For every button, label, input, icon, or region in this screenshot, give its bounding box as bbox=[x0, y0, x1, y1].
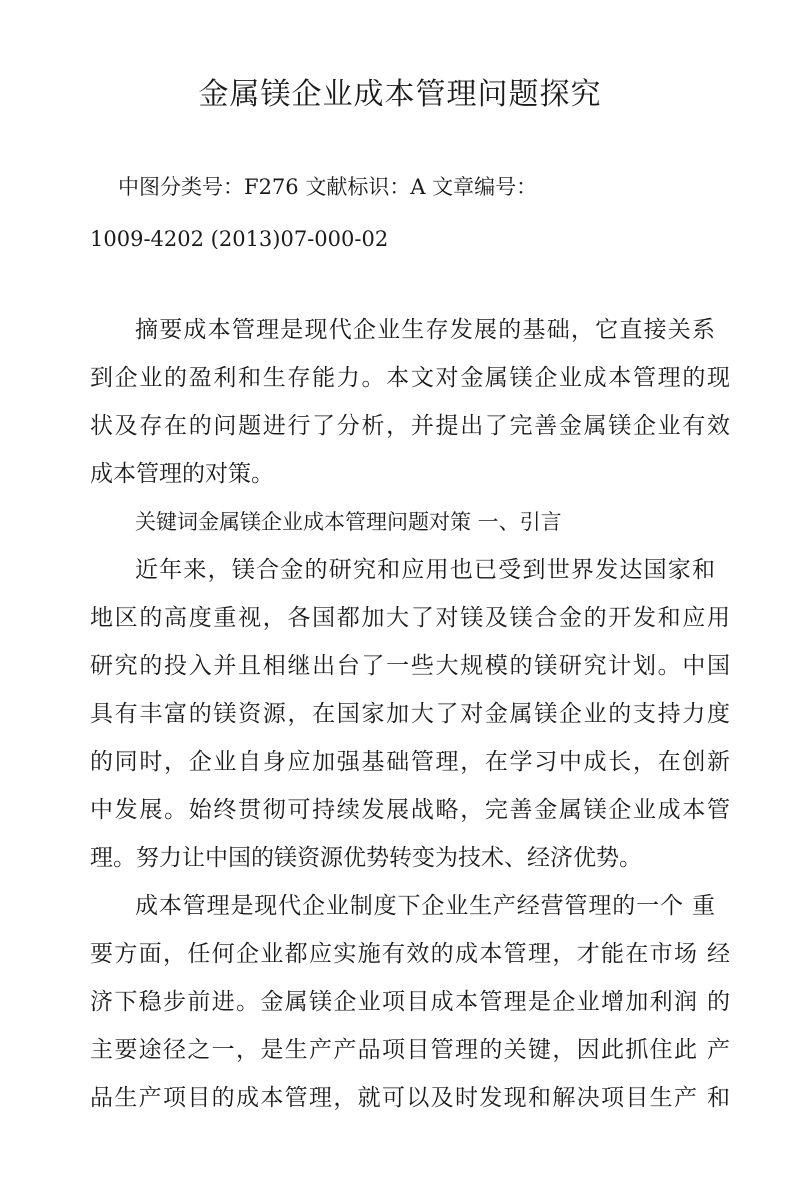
body-line: 主要途径之一，是生产产品项目管理的关键，因此抓住此 产 bbox=[90, 1037, 730, 1063]
document-title: 金属镁企业成本管理问题探究 bbox=[198, 77, 602, 112]
body-line: 品生产项目的成本管理，就可以及时发现和解决项目生产 和 bbox=[90, 1085, 730, 1111]
abstract-line: 状及存在的问题进行了分析，并提出了完善金属镁企业有效 bbox=[90, 413, 730, 439]
body-line: 成本管理是现代企业制度下企业生产经营管理的一个 重 bbox=[135, 893, 715, 919]
intro-line: 中发展。始终贯彻可持续发展战略，完善金属镁企业成本管 bbox=[90, 797, 730, 823]
abstract-line: 成本管理的对策。 bbox=[90, 461, 274, 487]
abstract-line: 摘要成本管理是现代企业生存发展的基础，它直接关系 bbox=[135, 317, 715, 343]
intro-line: 近年来，镁合金的研究和应用也已受到世界发达国家和 bbox=[135, 557, 715, 583]
abstract-line: 到企业的盈利和生存能力。本文对金属镁企业成本管理的现 bbox=[90, 365, 730, 391]
intro-line: 的同时，企业自身应加强基础管理，在学习中成长，在创新 bbox=[90, 749, 730, 775]
intro-line: 研究的投入并且相继出台了一些大规模的镁研究计划。中国 bbox=[90, 653, 730, 679]
body-line: 济下稳步前进。金属镁企业项目成本管理是企业增加利润 的 bbox=[90, 989, 730, 1015]
article-number: 1009-4202 (2013)07-000-02 bbox=[90, 227, 389, 251]
intro-line: 具有丰富的镁资源，在国家加大了对金属镁企业的支持力度 bbox=[90, 701, 730, 727]
intro-line: 理。努力让中国的镁资源优势转变为技术、经济优势。 bbox=[90, 845, 642, 871]
intro-line: 地区的高度重视，各国都加大了对镁及镁合金的开发和应用 bbox=[90, 605, 730, 631]
classification-line: 中图分类号：F276 文献标识：A 文章编号： bbox=[118, 175, 538, 199]
keywords-line: 关键词金属镁企业成本管理问题对策 一、引言 bbox=[135, 510, 562, 534]
body-line: 要方面，任何企业都应实施有效的成本管理，才能在市场 经 bbox=[90, 941, 730, 967]
